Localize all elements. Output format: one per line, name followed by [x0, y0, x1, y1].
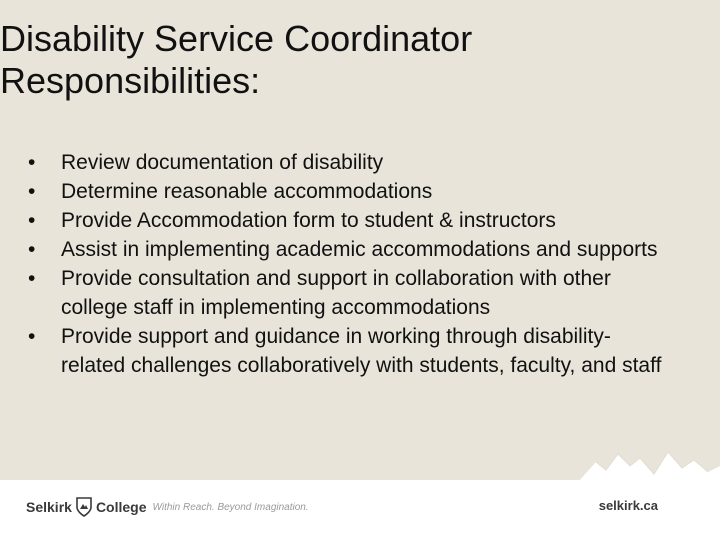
mountain-graphic-icon	[578, 448, 720, 482]
list-item	[0, 177, 700, 206]
logo-word-selkirk: Selkirk	[26, 499, 72, 515]
bullet-icon: •	[28, 267, 36, 290]
slide-title-line-2: Responsibilities:	[0, 60, 261, 101]
list-item-text: Provide support and guidance in working through disability-related challenges collaboratively with students, faculty, and staff	[61, 325, 662, 377]
responsibilities-list	[0, 148, 700, 380]
site-url: selkirk.ca	[598, 498, 658, 513]
selkirk-college-logo	[26, 492, 309, 522]
list-item-text: Determine reasonable accommodations	[61, 180, 433, 203]
slide-title	[0, 18, 700, 102]
list-item-text: Provide consultation and support in collaboration with other college staff in implementing accommodations	[61, 267, 611, 319]
list-item	[0, 235, 700, 264]
list-item	[0, 206, 700, 235]
bullet-icon: •	[28, 180, 36, 203]
slide-title-line-1: Disability Service Coordinator	[0, 18, 473, 59]
list-item-text: Assist in implementing academic accommodations and supports	[61, 238, 658, 261]
crest-icon	[76, 497, 92, 517]
bullet-icon: •	[28, 238, 36, 261]
list-item	[0, 148, 700, 177]
list-item	[0, 322, 700, 380]
bullet-icon: •	[28, 209, 36, 232]
bullet-icon: •	[28, 151, 36, 174]
bullet-icon: •	[28, 325, 36, 348]
tagline: Within Reach. Beyond Imagination.	[152, 501, 309, 513]
list-item	[0, 264, 700, 322]
list-item-text: Provide Accommodation form to student & instructors	[61, 209, 556, 232]
logo-word-college: College	[95, 499, 147, 515]
list-item-text: Review documentation of disability	[61, 151, 384, 174]
